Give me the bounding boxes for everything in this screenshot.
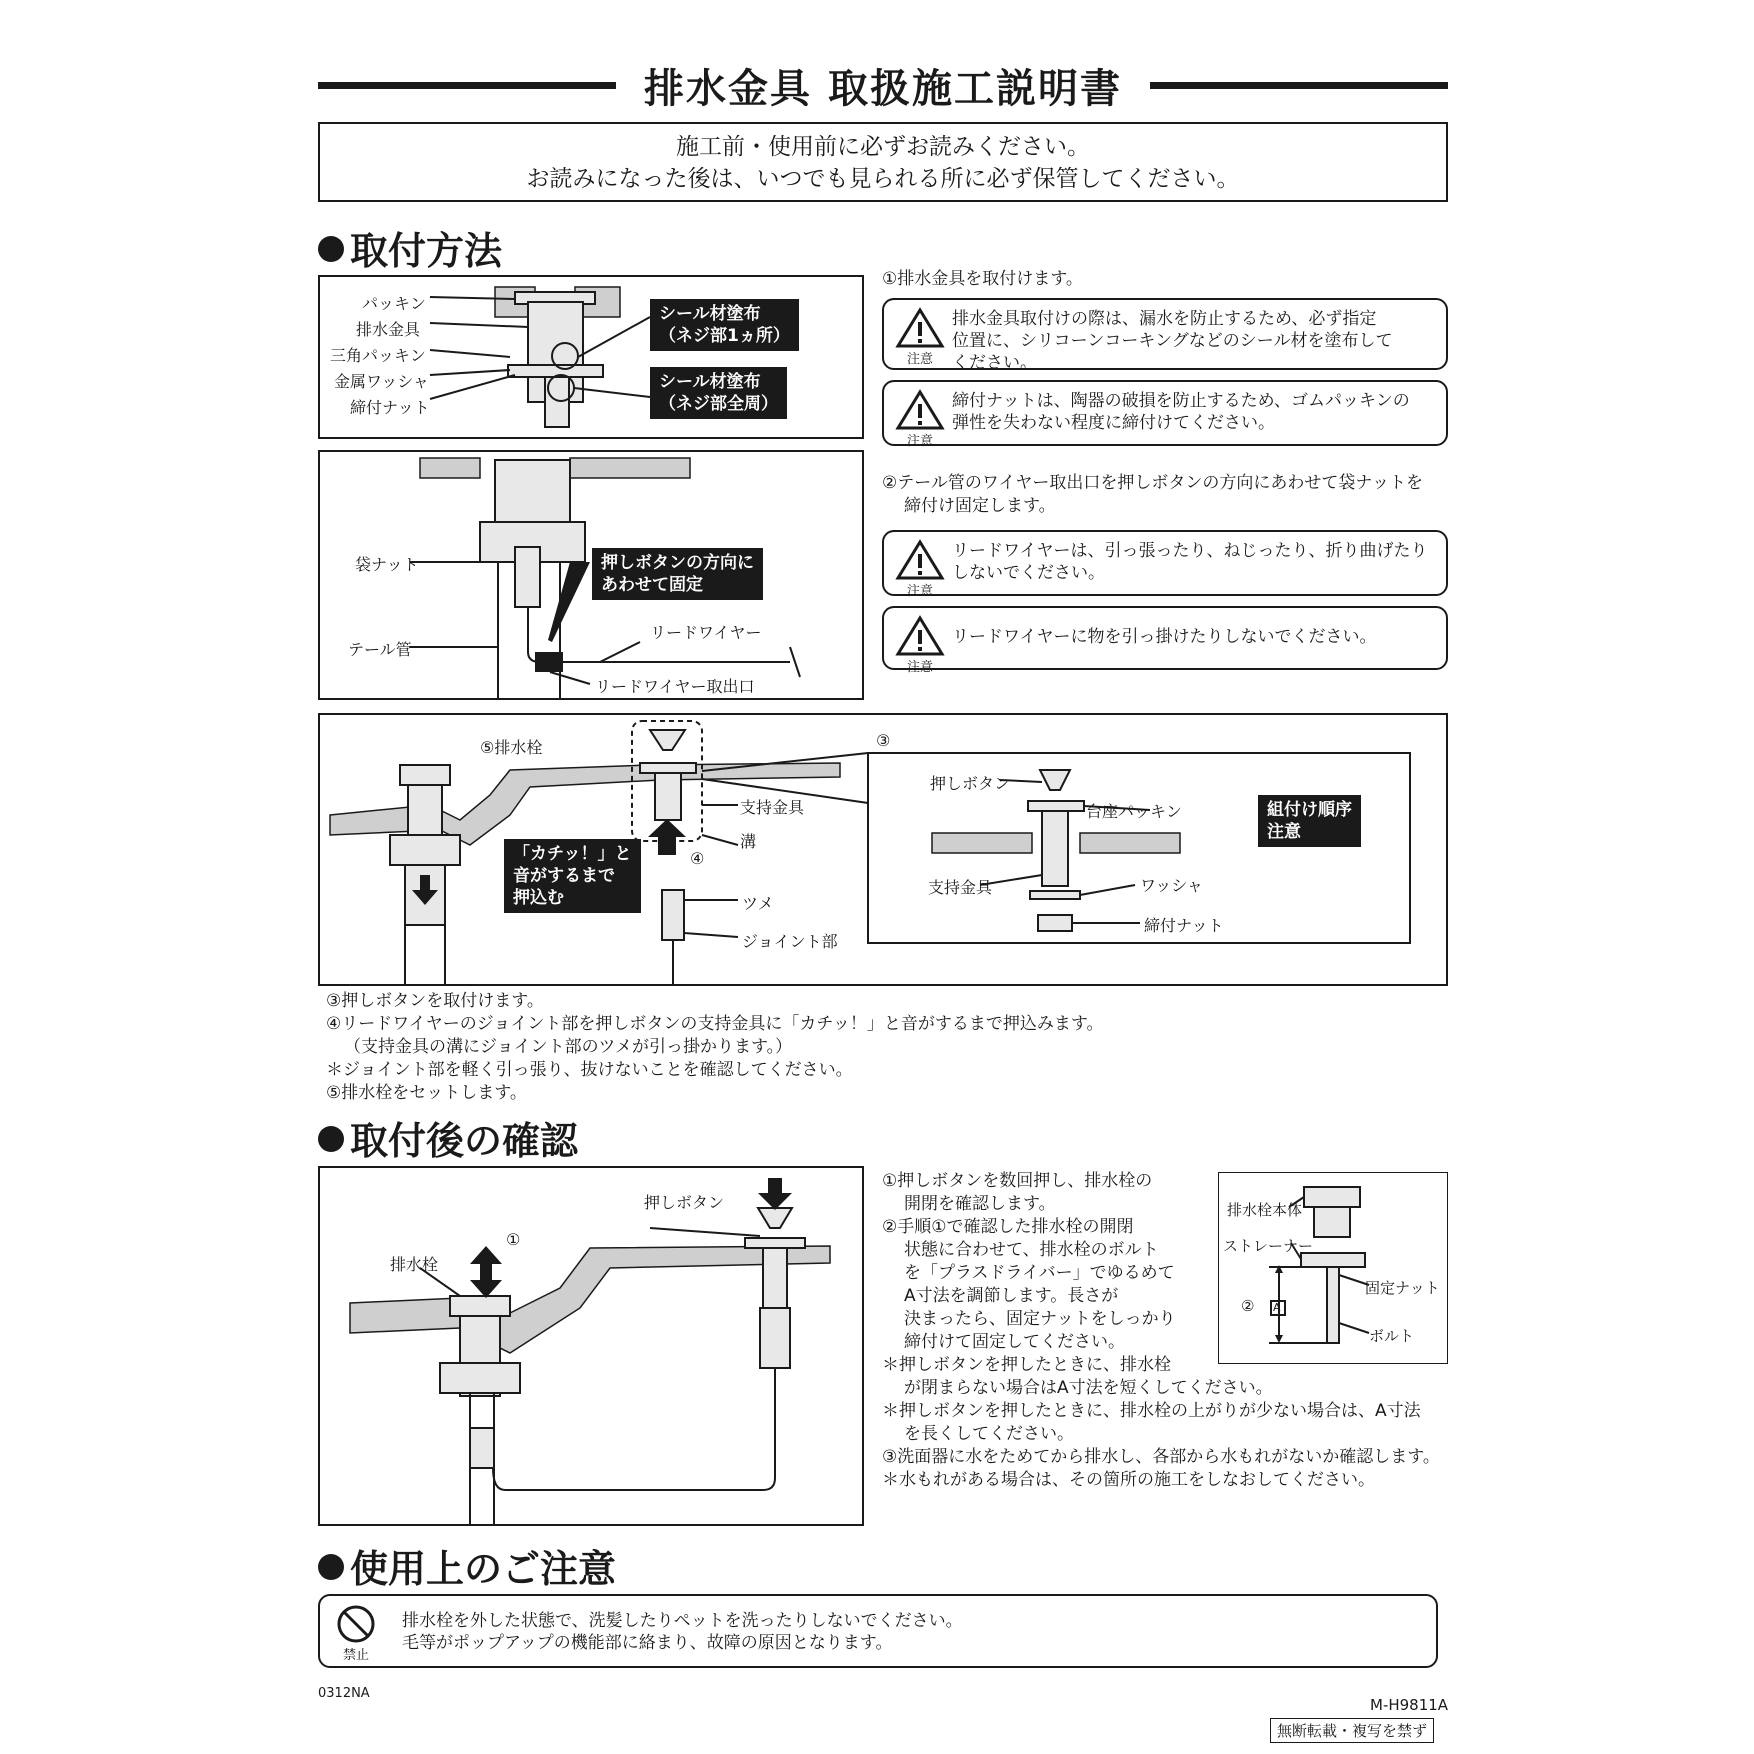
notice-line-1: 施工前・使用前に必ずお読みください。 — [676, 134, 1090, 160]
label-claw: ツメ — [742, 894, 774, 913]
section-heading-text: 取付方法 — [350, 229, 503, 273]
check-step-2-line2: 状態に合わせて、排水栓のボルト — [904, 1240, 1159, 1260]
label-tail-pipe: テール管 — [348, 640, 412, 659]
caution-text-2 — [952, 390, 1410, 434]
step-2-text — [882, 472, 1423, 518]
prohibition-caption: 禁止 — [342, 1648, 369, 1663]
label-push-button: 押しボタン — [644, 1193, 725, 1212]
install-note-check-joint: ＊ジョイント部を軽く引っ張り、抜けないことを確認してください。 — [326, 1060, 853, 1080]
callout-sealant-full-thread-line1: シール材塗布 — [659, 372, 761, 392]
label-groove: 溝 — [740, 832, 757, 851]
figure-tail-pipe — [318, 450, 864, 700]
section-heading-post-check — [318, 1110, 578, 1165]
prohibition-line2: 毛等がポップアップの機能部に絡まり、故障の原因となります。 — [402, 1633, 893, 1653]
prohibition-text — [402, 1610, 963, 1654]
check-note-rise-line1: ＊押しボタンを押したときに、排水栓の上がりが少ない場合は、A寸法 — [882, 1401, 1421, 1421]
label-triangle-packing: 三角パッキン — [330, 346, 426, 365]
label-drain-plug: 排水栓 — [390, 1255, 439, 1274]
label-support-bracket: 支持金具 — [740, 798, 805, 817]
prohibited-icon — [330, 1602, 382, 1663]
callout-sealant-full-thread-line2: （ネジ部全周） — [659, 394, 778, 414]
callout-sealant-one-spot-line1: シール材塗布 — [659, 304, 761, 324]
caution-1-line3: ください。 — [952, 353, 1037, 373]
detail-label-push-button: 押しボタン — [930, 774, 1011, 793]
bullet-icon — [318, 1126, 344, 1152]
check-note-rise-line2: を長くしてください。 — [904, 1424, 1074, 1444]
step-1-text: ①排水金具を取付けます。 — [882, 269, 1083, 289]
click-line2: 音がするまで — [513, 866, 615, 886]
install-note-step4: ④リードワイヤーのジョイント部を押しボタンの支持金具に「カチッ！」と音がするまで押込みます。 — [326, 1014, 1104, 1034]
caution-3-line1: リードワイヤーは、引っ張ったり、ねじったり、折り曲げたり — [952, 541, 1428, 561]
step-2-line1: ②テール管のワイヤー取出口を押しボタンの方向にあわせて袋ナットを — [882, 473, 1424, 493]
caution-text-1 — [952, 308, 1392, 374]
callout-assembly-order — [1258, 795, 1361, 847]
label-tightening-nut: 締付ナット — [350, 398, 430, 417]
label-drain-fitting: 排水金具 — [356, 320, 421, 339]
title-bar — [318, 60, 1448, 110]
notice-line-2: お読みになった後は、いつでも見られる所に必ず保管してください。 — [526, 166, 1240, 192]
caution-2-line2: 弾性を失わない程度に締付けてください。 — [952, 413, 1275, 433]
check-step-2-line6: 締付けて固定してください。 — [904, 1332, 1125, 1352]
caution-box-1 — [882, 298, 1448, 373]
check-note-close-line1: ＊押しボタンを押したときに、排水栓 — [882, 1355, 1171, 1375]
figure-operation-check — [318, 1166, 864, 1526]
callout-sealant-full-thread — [650, 367, 787, 419]
caution-box-2 — [882, 380, 1448, 449]
callout-push-until-click — [504, 839, 641, 913]
caution-2-line1: 締付ナットは、陶器の破損を防止するため、ゴムパッキンの — [952, 391, 1410, 411]
section-heading-usage-cautions — [318, 1538, 616, 1593]
caution-box-3 — [882, 530, 1448, 599]
caution-1-line2: 位置に、シリコーンコーキングなどのシール材を塗布して — [952, 331, 1393, 351]
label-wire-outlet: リードワイヤー取出口 — [595, 677, 755, 696]
section-heading-text: 使用上のご注意 — [350, 1547, 617, 1591]
callout-align-button — [592, 548, 763, 600]
detail-label-fixing-nut: 固定ナット — [1365, 1279, 1440, 1297]
install-note-step5: ⑤排水栓をセットします。 — [326, 1083, 527, 1103]
prohibition-box — [318, 1594, 1438, 1668]
caution-caption: 注意 — [906, 584, 933, 599]
label-bag-nut: 袋ナット — [355, 555, 419, 574]
prohibition-line1: 排水栓を外した状態で、洗髪したりペットを洗ったりしないでください。 — [402, 1611, 963, 1631]
check-step-1-line2: 開閉を確認します。 — [904, 1194, 1056, 1214]
detail-label-base-packing: 台座パッキン — [1086, 802, 1182, 821]
section-heading-install — [318, 220, 502, 275]
check-step-3: ③洗面器に水をためてから排水し、各部から水もれがないか確認します。 — [882, 1447, 1440, 1467]
caution-text-4: リードワイヤーに物を引っ掛けたりしないでください。 — [952, 627, 1377, 647]
check-note-leak: ＊水もれがある場合は、その箇所の施工をしなおしてください。 — [882, 1470, 1375, 1490]
bullet-icon — [318, 236, 344, 262]
footer-left-code: 0312NA — [318, 1686, 370, 1701]
figure-drain-plug-detail — [1218, 1172, 1448, 1364]
detail-label-support-bracket: 支持金具 — [928, 878, 993, 897]
label-step-4: ④ — [690, 849, 705, 868]
title-rule-left — [318, 82, 616, 89]
click-line3: 押込む — [513, 888, 564, 908]
label-step-3: ③ — [876, 731, 891, 750]
page-title: 排水金具 取扱施工説明書 — [644, 65, 1122, 112]
callout-align-line1: 押しボタンの方向に — [601, 553, 754, 573]
warning-icon — [894, 306, 946, 367]
check-step-1-line1: ①押しボタンを数回押し、排水栓の — [882, 1171, 1153, 1191]
assembly-order-line1: 組付け順序 — [1267, 800, 1352, 820]
detail-label-dimension-a: A — [1273, 1301, 1281, 1314]
caution-3-line2: しないでください。 — [952, 563, 1105, 583]
figure-push-button-assembly — [318, 713, 1448, 986]
operation-check-drawing — [320, 1168, 862, 1524]
callout-sealant-one-spot — [650, 299, 799, 351]
callout-align-line2: あわせて固定 — [601, 575, 703, 595]
check-step-2-line4: A寸法を調節します。長さが — [904, 1286, 1119, 1306]
detail-label-step-2: ② — [1241, 1297, 1255, 1315]
read-before-notice — [318, 122, 1448, 202]
step-2-line2: 締付け固定します。 — [904, 496, 1056, 516]
figure-drain-fitting — [318, 275, 864, 439]
tail-pipe-drawing — [320, 452, 862, 698]
check-step-2-line3: を「プラスドライバー」でゆるめて — [904, 1263, 1175, 1283]
bullet-icon — [318, 1554, 344, 1580]
warning-icon — [894, 388, 946, 449]
label-packing: パッキン — [362, 294, 426, 313]
warning-icon — [894, 614, 946, 675]
install-notes — [326, 990, 1104, 1105]
install-note-step4-detail: （支持金具の溝にジョイント部のツメが引っ掛かります。） — [344, 1037, 793, 1057]
check-note-close-line2: が閉まらない場合はA寸法を短くしてください。 — [904, 1378, 1273, 1398]
click-line1: 「カチッ！」と — [513, 844, 632, 864]
caution-caption: 注意 — [906, 660, 933, 675]
caution-caption: 注意 — [906, 434, 933, 449]
section-heading-text: 取付後の確認 — [350, 1119, 579, 1163]
detail-label-plug-body: 排水栓本体 — [1227, 1201, 1303, 1219]
caution-caption: 注意 — [906, 352, 933, 367]
callout-sealant-one-spot-line2: （ネジ部1ヵ所） — [659, 326, 790, 346]
label-drain-plug: ⑤排水栓 — [480, 738, 543, 757]
caution-1-line1: 排水金具取付けの際は、漏水を防止するため、必ず指定 — [952, 309, 1377, 329]
label-lead-wire: リードワイヤー — [650, 623, 762, 642]
caution-text-3 — [952, 540, 1428, 584]
check-step-2-line1: ②手順①で確認した排水栓の開閉 — [882, 1217, 1134, 1237]
detail-label-strainer: ストレーナー — [1223, 1237, 1314, 1255]
warning-icon — [894, 538, 946, 599]
assembly-order-line2: 注意 — [1267, 822, 1301, 842]
label-joint: ジョイント部 — [742, 932, 838, 951]
detail-label-tightening-nut: 締付ナット — [1144, 916, 1224, 935]
title-rule-right — [1150, 82, 1448, 89]
detail-label-bolt: ボルト — [1369, 1327, 1415, 1345]
install-note-step3: ③押しボタンを取付けます。 — [326, 991, 544, 1011]
footer-copyright: 無断転載・複写を禁ず — [1270, 1718, 1434, 1743]
label-metal-washer: 金属ワッシャ — [334, 372, 429, 391]
detail-label-washer: ワッシャ — [1140, 876, 1203, 895]
footer-document-code: M-H9811A — [1370, 1696, 1449, 1714]
caution-box-4 — [882, 606, 1448, 675]
label-step-1: ① — [506, 1230, 521, 1249]
check-step-2-line5: 決まったら、固定ナットをしっかり — [904, 1309, 1176, 1329]
